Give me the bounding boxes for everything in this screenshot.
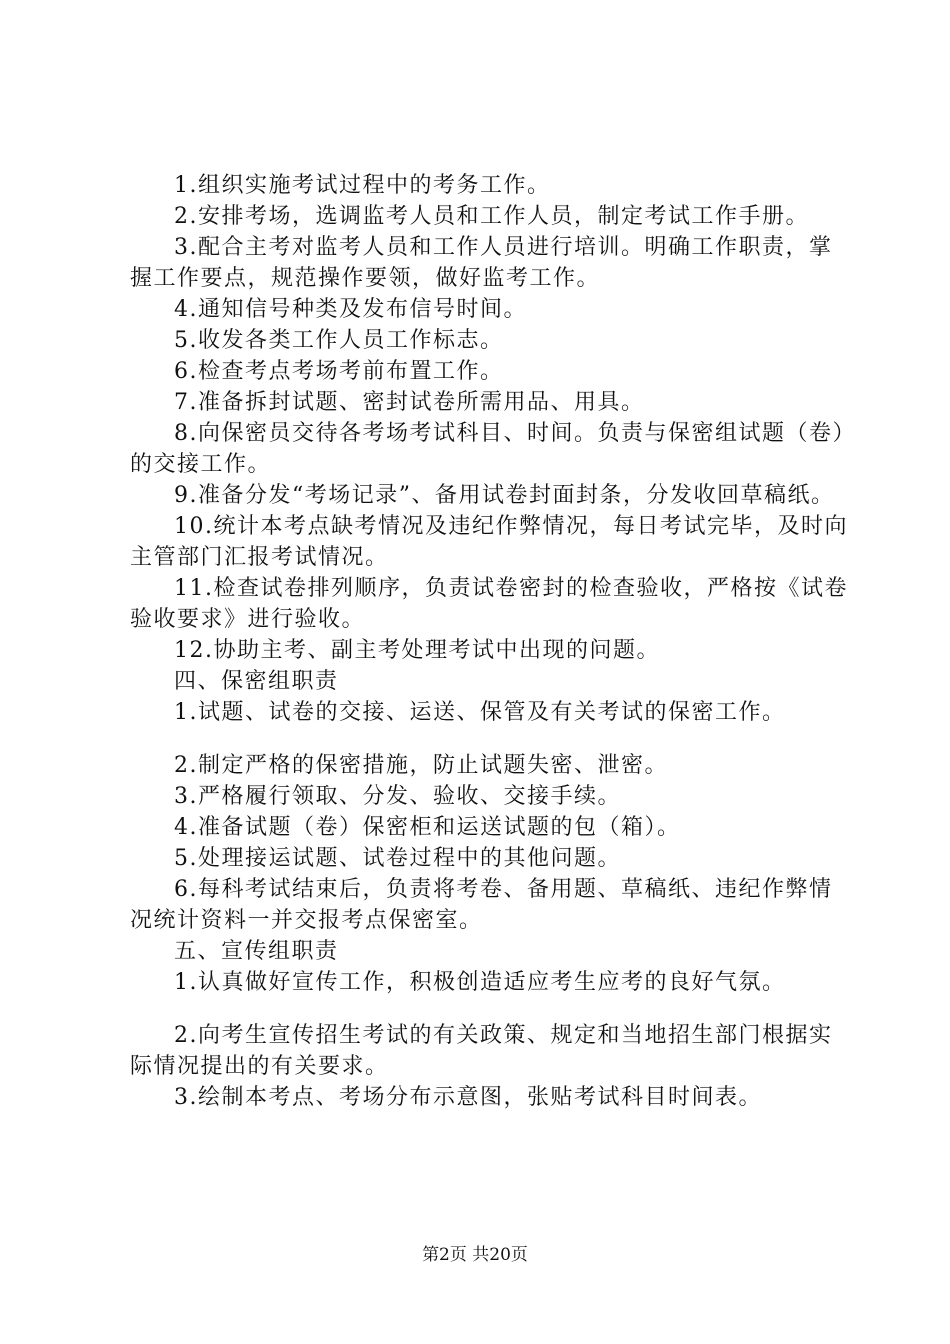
paragraph: 3.严格履行领取、分发、验收、交接手续。	[174, 784, 621, 809]
paragraph: 9.准备分发“考场记录”、备用试卷封面封条，分发收回草稿纸。	[174, 483, 835, 508]
paragraph: 2.向考生宣传招生考试的有关政策、规定和当地招生部门根据实际情况提出的有关要求。	[130, 1023, 833, 1079]
paragraph: 10.统计本考点缺考情况及违纪作弊情况，每日考试完毕，及时向主管部门汇报考试情况。	[130, 514, 848, 570]
paragraph: 7.准备拆封试题、密封试卷所需用品、用具。	[174, 390, 645, 415]
paragraph: 5.收发各类工作人员工作标志。	[174, 328, 504, 353]
paragraph: 3.配合主考对监考人员和工作人员进行培训。明确工作职责，掌握工作要点，规范操作要领，做好监考工作。	[130, 235, 833, 291]
paragraph: 4.准备试题（卷）保密柜和运送试题的包（箱）。	[174, 815, 681, 840]
section-heading: 五、宣传组职责	[174, 939, 339, 964]
paragraph: 4.通知信号种类及发布信号时间。	[174, 297, 527, 322]
paragraph: 5.处理接运试题、试卷过程中的其他问题。	[174, 846, 621, 871]
paragraph: 1.认真做好宣传工作，积极创造适应考生应考的良好气氛。	[174, 970, 786, 995]
paragraph: 2.安排考场，选调监考人员和工作人员，制定考试工作手册。	[174, 204, 809, 229]
paragraph: 8.向保密员交待各考场考试科目、时间。负责与保密组试题（卷）的交接工作。	[130, 421, 845, 477]
paragraph: 12.协助主考、副主考处理考试中出现的问题。	[174, 638, 660, 663]
paragraph: 1.试题、试卷的交接、运送、保管及有关考试的保密工作。	[174, 700, 786, 725]
section-heading: 四、保密组职责	[174, 669, 339, 694]
paragraph: 11.检查试卷排列顺序，负责试卷密封的检查验收，严格按《试卷验收要求》进行验收。	[130, 576, 848, 632]
page-footer: 第2页 共20页	[422, 1245, 528, 1265]
paragraph: 2.制定严格的保密措施，防止试题失密、泄密。	[174, 753, 668, 778]
paragraph: 6.检查考点考场考前布置工作。	[174, 359, 504, 384]
document-body	[130, 170, 850, 1113]
paragraph: 6.每科考试结束后，负责将考卷、备用题、草稿纸、违纪作弊情况统计资料一并交报考点保密室。	[130, 877, 833, 933]
paragraph: 1.组织实施考试过程中的考务工作。	[174, 173, 551, 198]
paragraph: 3.绘制本考点、考场分布示意图，张贴考试科目时间表。	[174, 1085, 762, 1110]
